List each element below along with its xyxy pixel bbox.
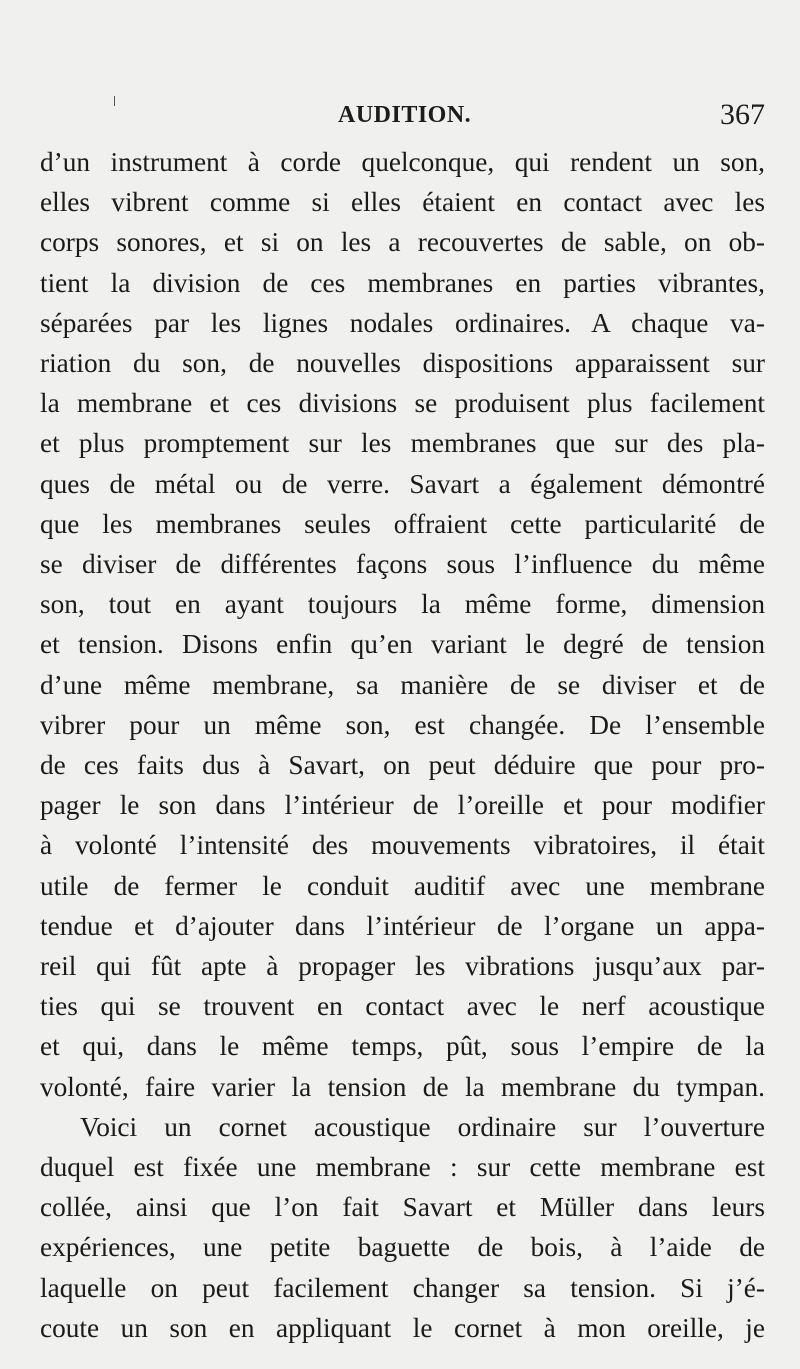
text-line: utile de fermer le conduit auditif avec une membrane <box>40 870 765 901</box>
text-line: pager le son dans l’intérieur de l’oreille et pour modifier <box>40 790 765 821</box>
text-line: que les membranes seules offraient cette particularité de <box>40 508 765 539</box>
text-line: et plus promptement sur les membranes que sur des pla- <box>40 428 765 459</box>
text-line: à volonté l’intensité des mouvements vibratoires, il était <box>40 830 765 861</box>
text-line: la membrane et ces divisions se produisent plus facilement <box>40 388 765 419</box>
running-title: AUDITION. <box>338 102 472 128</box>
text-line: coute un son en appliquant le cornet à mon oreille, je <box>40 1312 765 1343</box>
text-line: et qui, dans le même temps, pût, sous l’empire de la <box>40 1031 765 1062</box>
text-line: de ces faits dus à Savart, on peut déduire que pour pro- <box>40 750 765 781</box>
text-line: Voici un cornet acoustique ordinaire sur l’ouverture <box>80 1111 765 1142</box>
text-line: duquel est fixée une membrane : sur cette membrane est <box>40 1152 765 1183</box>
text-line: tient la division de ces membranes en parties vibrantes, <box>40 267 765 298</box>
text-line: séparées par les lignes nodales ordinaires. A chaque va- <box>40 307 765 338</box>
text-line: volonté, faire varier la tension de la membrane du tympan. <box>40 1071 765 1102</box>
text-line: ques de métal ou de verre. Savart a également démontré <box>40 468 765 499</box>
text-line: d’un instrument à corde quelconque, qui rendent un son, <box>40 147 765 177</box>
text-line: se diviser de différentes façons sous l’influence du même <box>40 549 765 580</box>
text-line: elles vibrent comme si elles étaient en contact avec les <box>40 187 765 218</box>
text-line: riation du son, de nouvelles dispositions apparaissent sur <box>40 348 765 379</box>
page-number: 367 <box>720 98 765 131</box>
text-line: laquelle on peut facilement changer sa tension. Si j’é- <box>40 1272 765 1303</box>
page-header <box>40 98 765 142</box>
text-line: d’une même membrane, sa manière de se diviser et de <box>40 669 765 700</box>
text-line: et tension. Disons enfin qu’en variant le degré de tension <box>40 629 765 660</box>
text-line: collée, ainsi que l’on fait Savart et Müller dans leurs <box>40 1192 765 1223</box>
body-text <box>40 142 765 1348</box>
text-line: vibrer pour un même son, est changée. De l’ensemble <box>40 709 765 740</box>
text-line: expériences, une petite baguette de bois, à l’aide de <box>40 1232 765 1263</box>
text-line: ties qui se trouvent en contact avec le nerf acoustique <box>40 991 765 1022</box>
text-line: son, tout en ayant toujours la même forme, dimension <box>40 589 765 620</box>
text-line: reil qui fût apte à propager les vibrations jusqu’aux par- <box>40 951 765 982</box>
text-line: tendue et d’ajouter dans l’intérieur de l’organe un appa- <box>40 910 765 941</box>
text-line: corps sonores, et si on les a recouvertes de sable, on ob- <box>40 227 765 258</box>
